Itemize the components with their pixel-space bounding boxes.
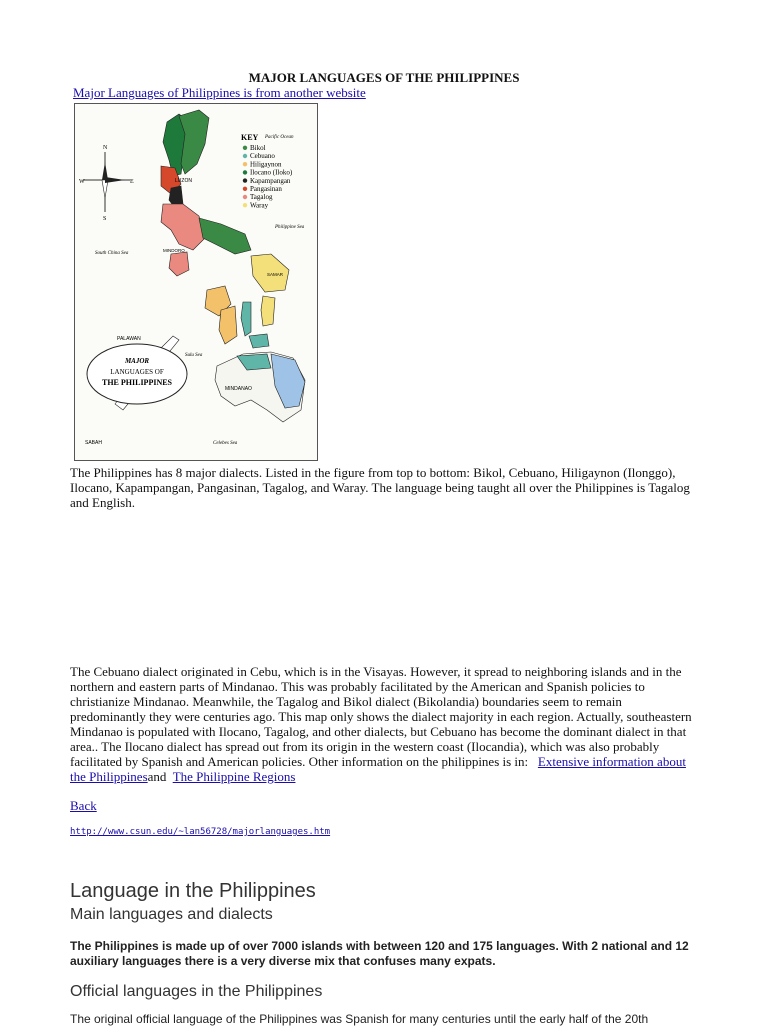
bold-summary-paragraph: The Philippines is made up of over 7000 islands with between 120 and 175 languages. With 2 national and 12 auxiliary languages there is a very diverse mix that confuses many expats.	[70, 939, 689, 968]
key-item-label: Pangasinan	[250, 185, 282, 193]
source-website-link[interactable]: Major Languages of Philippines is from another website	[73, 85, 366, 100]
compass-rose	[79, 145, 134, 222]
key-item-label: Kapampangan	[250, 176, 291, 185]
svg-text:MAJOR: MAJOR	[124, 357, 150, 365]
key-swatch	[243, 195, 247, 199]
page-title: MAJOR LANGUAGES OF THE PHILIPPINES	[248, 70, 520, 85]
philippine-regions-link[interactable]: The Philippine Regions	[172, 769, 296, 784]
key-swatch	[243, 170, 247, 174]
key-item-label: Ilocano (Iloko)	[250, 168, 293, 177]
key-swatch	[243, 187, 247, 191]
svg-text:SAMAR: SAMAR	[267, 272, 284, 277]
key-swatch	[243, 178, 247, 182]
cebuano-paragraph-text: The Cebuano dialect originated in Cebu, which is in the Visayas. However, it spread to neighboring islands and in the northern and eastern parts of Mindanao. This was probably facilitated by the American and Spanish policies to christianize Mindanao. Meanwhile, the Tagalog and Bikol dialect (Bikolandia) boundaries seem to remain predominantly they were centuries ago. This map only shows the dialect majority in each region. Actually, southeastern Mindanao is populated with Ilocano, Tagalog, and other dialects, but Cebuano has become the dominant dialect in that area.. The Ilocano dialect has spread out from its origin in the western coast (Ilocandia), which was also probably facilitated by Spanish and American policies. Other information on the philippines is in:	[70, 664, 692, 769]
source-url-link[interactable]: http://www.csun.edu/~lan56728/majorlanguages.htm	[70, 827, 331, 837]
official-languages-paragraph: The original official language of the Philippines was Spanish for many centuries until the early half of the 20th	[70, 1012, 649, 1026]
key-swatch	[243, 203, 247, 207]
svg-text:Celebes Sea: Celebes Sea	[213, 441, 238, 446]
svg-text:N: N	[103, 145, 108, 151]
map-key-legend	[241, 133, 293, 209]
bohol	[249, 334, 269, 348]
key-item-label: Tagalog	[250, 193, 273, 202]
heading-official-languages: Official languages in the Philippines	[70, 983, 323, 1000]
key-swatch	[243, 154, 247, 158]
luzon-bikol	[199, 218, 251, 254]
mindoro	[169, 252, 189, 276]
key-swatch	[243, 162, 247, 166]
heading-language-in-philippines: Language in the Philippines	[70, 880, 316, 902]
svg-text:MINDANAO: MINDANAO	[225, 386, 252, 392]
svg-text:South China Sea: South China Sea	[95, 251, 129, 256]
svg-text:Pacific Ocean: Pacific Ocean	[265, 135, 294, 140]
svg-text:THE PHILIPPINES: THE PHILIPPINES	[101, 378, 173, 387]
svg-text:Sulu Sea: Sulu Sea	[185, 353, 203, 358]
svg-text:W: W	[79, 179, 85, 185]
key-swatch	[243, 146, 247, 150]
key-item-label: Waray	[250, 201, 269, 210]
key-item-label: Hiligaynon	[250, 160, 282, 169]
negros	[219, 306, 237, 344]
svg-text:LUZON: LUZON	[175, 178, 192, 184]
extensive-info-link[interactable]: Extensive information about the Philippines	[70, 754, 686, 784]
intro-paragraph: The Philippines has 8 major dialects. Listed in the figure from top to bottom: Bikol, Cebuano, Hiligaynon (Ilonggo), Ilocano, Kapampangan, Pangasinan, Tagalog, and Waray. The language being taught all over the Philippines is Tagalog and English.	[70, 465, 690, 510]
svg-text:KEY: KEY	[241, 133, 259, 142]
back-link[interactable]: Back	[70, 798, 97, 813]
key-item-label: Cebuano	[250, 152, 275, 161]
svg-text:E: E	[130, 179, 134, 185]
svg-text:LANGUAGES OF: LANGUAGES OF	[110, 368, 164, 376]
svg-text:PALAWAN: PALAWAN	[117, 336, 141, 342]
map-svg	[75, 104, 317, 460]
cebu	[241, 302, 251, 336]
heading-main-languages: Main languages and dialects	[70, 906, 273, 923]
and-text: and	[147, 769, 167, 784]
svg-text:SABAH: SABAH	[85, 440, 102, 446]
philippines-language-map	[74, 103, 318, 461]
leyte	[261, 296, 275, 326]
svg-text:Philippine Sea: Philippine Sea	[275, 225, 305, 230]
svg-text:MINDORO: MINDORO	[163, 248, 185, 253]
key-item-label: Bikol	[250, 144, 266, 152]
luzon-tagalog	[161, 204, 205, 250]
cebuano-paragraph	[70, 664, 700, 784]
svg-text:S: S	[103, 216, 107, 222]
